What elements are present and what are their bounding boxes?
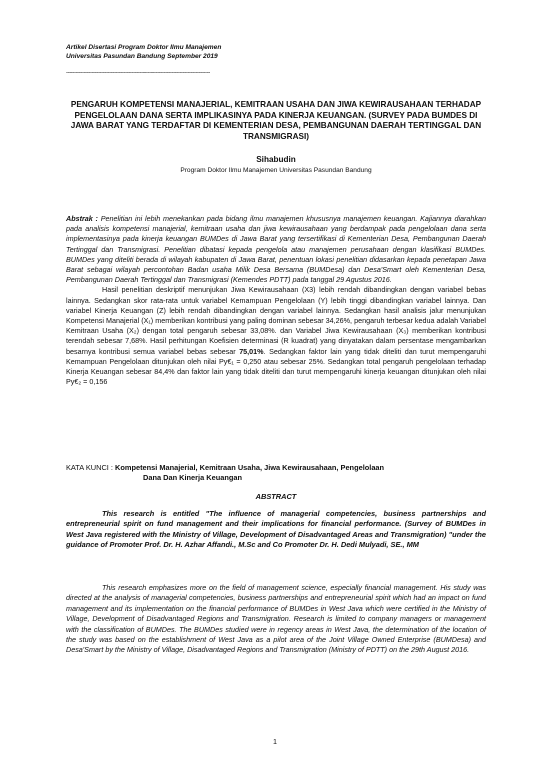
abstrak-label: Abstrak :: [66, 214, 98, 223]
abstrak-text-1: Penelitian ini lebih menekankan pada bidang ilmu manajemen khususnya manajemen keuangan. Kajiannya diarahkan pada analisis kompetensi manajerial, kemitraan usaha dan jiwa kewirausahaan yang berdampak pada pengelolaan dana serta implementasinya pada kinerja keuangan BUMDes di Jawa Barat yang tersertifikasi di Kementerian Desa, Pembangunan Daerah Tertinggal dan Transmigrasi. Penelitian dibatasi kepada pengelola atau manajemen perusahaan dengan klasifikasi BUMDes. BUMDes yang diteliti berada di wilayah kabupaten di Jawa Barat, penentuan lokasi penelitian didasarkan kepada penetapan Jawa Barat sebagai wilayah percontohan Badan usaha Milik Desa Bersama (BUMDesa) dan Desa'Smart oleh Kementerian Desa, Pembangunan Daerah Tertinggal dan Transmigrasi (Kemendes PDTT) pada tanggal 29 Agustus 2016.: [66, 214, 487, 285]
abstrak-section: [66, 214, 486, 387]
abstrak-highlight-value: 75,01%: [239, 346, 264, 356]
abstrak-text-2a: Hasil penelitian deskriptif menunjukan Jiwa Kewirausahaan (X3) lebih rendah dibandingkan dengan variabel bebas lainnya. Sedangkan skor rata-rata untuk variabel Kemampuan Pengelolaan (Y) lebih tinggi dibandingkan variabel lainnya. Dan variabel Kinerja Keuangan (Z) lebih rendah dibandingkan dengan variabel lainnya. Sedangkan hasil analisis jalur menunjukan Kompetensi Manajerial (X₁) memberikan kontribusi yang paling dominan sebesar 34,26%, pengaruh terbesar kedua adalah Variabel Kemitraan Usaha (X₂) dengan total pengaruh sebesar 33,08%. dan Variabel Jiwa Kewirausahaan (X₃) memberikan kontribusi terendah sebesar 7,68%. Hasil perhitungan Koefisien determinasi (R kuadrat) yang dinyatakan dalam persentase mengambarkan besarnya kontribusi semua variabel bebas sebesar: [66, 285, 486, 356]
keywords-terms-1: Kompetensi Manajerial, Kemitraan Usaha, Jiwa Kewirausahaan, Pengelolaan: [115, 463, 385, 472]
running-header: [66, 44, 221, 61]
header-line-2: Universitas Pasundan Bandung September 2019: [66, 52, 218, 60]
author-affiliation: Program Doktor Ilmu Manajemen Universitas Pasundan Bandung: [180, 167, 372, 174]
abstrak-paragraph-2: [66, 285, 486, 387]
header-rule: ------------------------------------------------------------------------------------------: [66, 70, 210, 76]
abstract-body: This research emphasizes more on the field of management science, especially financial management. His study was directed at the analysis of managerial competencies, business partnerships and entrepreneurial spirit which had an impact on fund management and its implementation on the financial performance of BUMDes in West Java which were certified in the Ministry of Village, Development of Disadvantaged Regions and Transmigration. Research is limited to company managers or management with the classification of BUMDes. The BUMDes studied were in regency areas in West Java, the determination of the location of the study was based on the establishment of West Java as a pilot area of the Joint Village Owned Enterprise (BUMDesa) and Desa'Smart by the Ministry of Village, Disadvantaged Regions and Transmigration (Ministry of PDTT) on the 29th August 2016.: [66, 583, 486, 655]
abstrak-paragraph-1: [66, 214, 486, 285]
abstract-intro: This research is entitled "The influence of managerial competencies, business partnerships and entrepreneurial spirit on fund management and their implications for financial performance. (Survey of BUMDes in West Java registered with the Ministry of Village, Development of Disadvantaged Areas and Transmigration) "under the guidance of Promoter Prof. Dr. H. Azhar Affandi., M.Sc and Co Promoter Dr. H. Dedi Mulyadi, SE., MM: [66, 509, 486, 550]
keywords-label: KATA KUNCI :: [66, 463, 113, 472]
page-number: 1: [273, 737, 277, 746]
keywords-section: [66, 463, 486, 483]
header-line-1: Artikel Disertasi Program Doktor Ilmu Manajemen: [66, 44, 222, 51]
keywords-terms-2: Dana Dan Kinerja Keuangan: [143, 473, 242, 482]
author-name: Sihabudin: [256, 155, 296, 164]
abstract-heading: ABSTRACT: [255, 492, 297, 501]
paper-title: PENGARUH KOMPETENSI MANAJERIAL, KEMITRAAN USAHA DAN JIWA KEWIRAUSAHAAN TERHADAP PENGELOLAAN DANA SERTA IMPLIKASINYA PADA KINERJA KEUANGAN. (SURVEY PADA BUMDES DI JAWA BARAT YANG TERDAFTAR DI KEMENTERIAN DESA, PEMBANGUNAN DAERAH TERTINGGAL DAN TRANSMIGRASI): [70, 100, 482, 141]
abstrak-text-2b: . Sedangkan faktor lain yang tidak diteliti dan turut mempengaruhi Kemampuan Pengelolaan ditunjukan oleh nilai Py€₁ = 0,250 atau sebesar 25%. Sedangkan total pengaruh pengelolaan terhadap Kinerja Keuangan sebesar 84,4% dan faktor lain yang tidak diteliti dan turut mempengaruhi kinerja keuangan ditunjukan oleh nilai Py€₂ = 0,156: [66, 346, 486, 387]
keywords-line-1: [66, 463, 486, 473]
